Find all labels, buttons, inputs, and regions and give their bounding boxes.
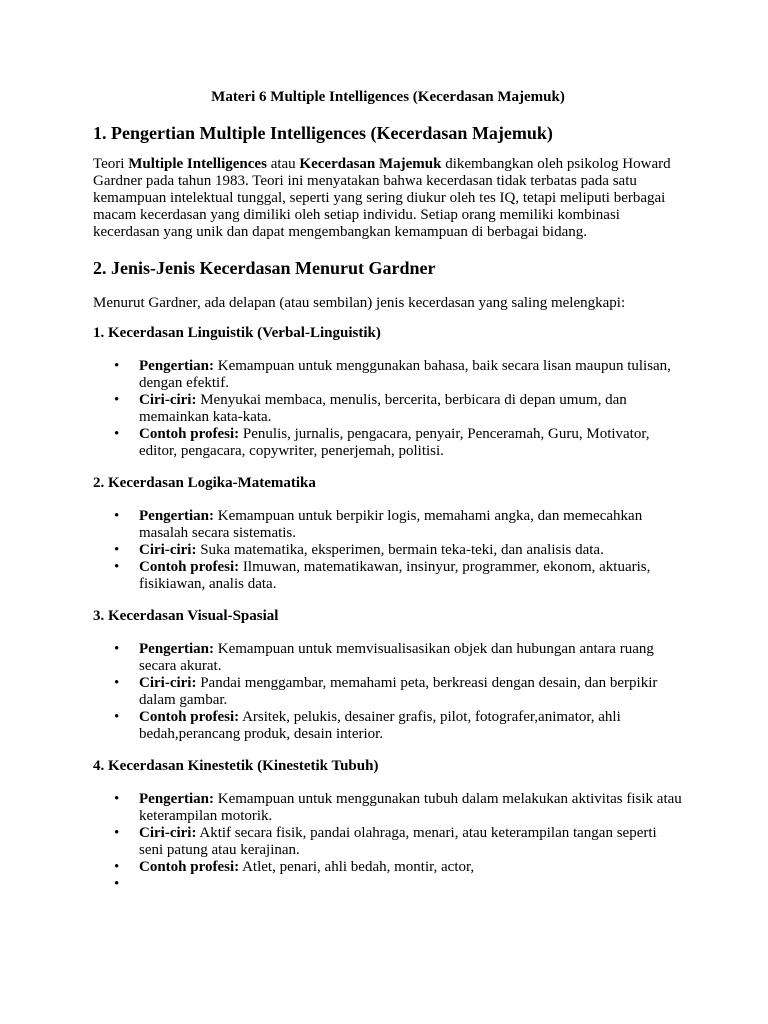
professions-text: Atlet, penari, ahli bedah, montir, actor, (239, 859, 475, 875)
traits-text: Suka matematika, eksperimen, bermain teka-teki, dan analisis data. (196, 542, 604, 558)
bullet-icon: • (114, 426, 120, 442)
bullet-icon: • (114, 559, 120, 575)
list-item (114, 392, 683, 426)
list-item (114, 641, 683, 675)
bullet-icon: • (114, 675, 120, 691)
professions-text: Arsitek, pelukis, desainer grafis, pilot, fotografer,animator, ahli bedah,perancang produk, desain interior. (139, 709, 621, 742)
professions-label: Contoh profesi: (139, 559, 240, 575)
definition-label: Pengertian: (139, 791, 214, 807)
professions-label: Contoh profesi: (139, 426, 240, 442)
bullet-icon: • (114, 508, 120, 524)
definition-text: Kemampuan untuk menggunakan tubuh dalam melakukan aktivitas fisik atau keterampilan motorik. (139, 791, 682, 824)
section1-paragraph (93, 156, 683, 241)
professions-label: Contoh profesi: (139, 859, 240, 875)
term-multiple-intelligences: Multiple Intelligences (128, 156, 267, 172)
list-item (114, 542, 683, 559)
bullet-icon: • (114, 641, 120, 657)
list-item (114, 358, 683, 392)
intro-text-c: dikembangkan oleh psikolog Howard Gardner pada tahun 1983. Teori ini menyatakan bahwa kecerdasan tidak terbatas pada satu kemampuan intelektual tunggal, seperti yang sering diukur oleh tes IQ, tetapi meliputi berbagai macam kecerdasan yang dimiliki oleh setiap individu. Setiap orang memiliki kombinasi kecerdasan yang unik dan dapat mengembangkan kemampuan di berbagai bidang. (93, 156, 671, 240)
traits-label: Ciri-ciri: (139, 825, 197, 841)
intelligence-3-list (93, 641, 683, 743)
intro-text-b: atau (266, 156, 300, 172)
intelligence-1-list (93, 358, 683, 460)
term-kecerdasan-majemuk: Kecerdasan Majemuk (299, 156, 442, 172)
list-item (114, 675, 683, 709)
traits-label: Ciri-ciri: (139, 392, 197, 408)
professions-label: Contoh profesi: (139, 709, 240, 725)
intro-text-a: Teori (93, 156, 129, 172)
list-item (114, 559, 683, 593)
intelligence-4-title: 4. Kecerdasan Kinestetik (Kinestetik Tubuh) (93, 758, 379, 774)
bullet-icon: • (114, 791, 120, 807)
list-item (114, 791, 683, 825)
definition-text: Kemampuan untuk berpikir logis, memahami angka, dan memecahkan masalah secara sistematis. (139, 508, 643, 541)
bullet-icon: • (114, 358, 120, 374)
traits-label: Ciri-ciri: (139, 675, 197, 691)
list-item (114, 825, 683, 859)
bullet-icon: • (114, 392, 120, 408)
list-item-empty (114, 876, 683, 893)
traits-text: Pandai menggambar, memahami peta, berkreasi dengan desain, dan berpikir dalam gambar. (139, 675, 658, 708)
definition-label: Pengertian: (139, 508, 214, 524)
definition-label: Pengertian: (139, 641, 214, 657)
traits-text: Menyukai membaca, menulis, bercerita, berbicara di depan umum, dan memainkan kata-kata. (139, 392, 627, 425)
list-item (114, 709, 683, 743)
intelligence-2-list (93, 508, 683, 593)
intelligence-4-list (93, 791, 683, 893)
professions-text: Penulis, jurnalis, pengacara, penyair, Penceramah, Guru, Motivator, editor, pengacara, copywriter, penerjemah, politisi. (139, 426, 650, 459)
bullet-icon: • (114, 709, 120, 725)
section2-intro: Menurut Gardner, ada delapan (atau sembilan) jenis kecerdasan yang saling melengkapi: (93, 295, 626, 311)
list-item (114, 508, 683, 542)
intelligence-2-title: 2. Kecerdasan Logika-Matematika (93, 475, 316, 491)
document-page (93, 88, 683, 893)
definition-text: Kemampuan untuk memvisualisasikan objek dan hubungan antara ruang secara akurat. (139, 641, 654, 674)
list-item (114, 859, 683, 876)
intelligence-1-title: 1. Kecerdasan Linguistik (Verbal-Linguistik) (93, 325, 381, 341)
definition-text: Kemampuan untuk menggunakan bahasa, baik secara lisan maupun tulisan, dengan efektif. (139, 358, 671, 391)
section2-heading: 2. Jenis-Jenis Kecerdasan Menurut Gardner (93, 258, 436, 278)
bullet-icon: • (114, 859, 120, 875)
list-item (114, 426, 683, 460)
intelligence-3-title: 3. Kecerdasan Visual-Spasial (93, 608, 279, 624)
bullet-icon: • (114, 542, 120, 558)
traits-text: Aktif secara fisik, pandai olahraga, menari, atau keterampilan tangan seperti seni patung atau kerajinan. (139, 825, 657, 858)
bullet-icon: • (114, 825, 120, 841)
document-title: Materi 6 Multiple Intelligences (Kecerdasan Majemuk) (211, 89, 565, 105)
bullet-icon: • (114, 876, 120, 892)
definition-label: Pengertian: (139, 358, 214, 374)
section1-heading: 1. Pengertian Multiple Intelligences (Kecerdasan Majemuk) (93, 123, 553, 143)
professions-text: Ilmuwan, matematikawan, insinyur, programmer, ekonom, aktuaris, fisikiawan, analis data. (139, 559, 651, 592)
traits-label: Ciri-ciri: (139, 542, 197, 558)
